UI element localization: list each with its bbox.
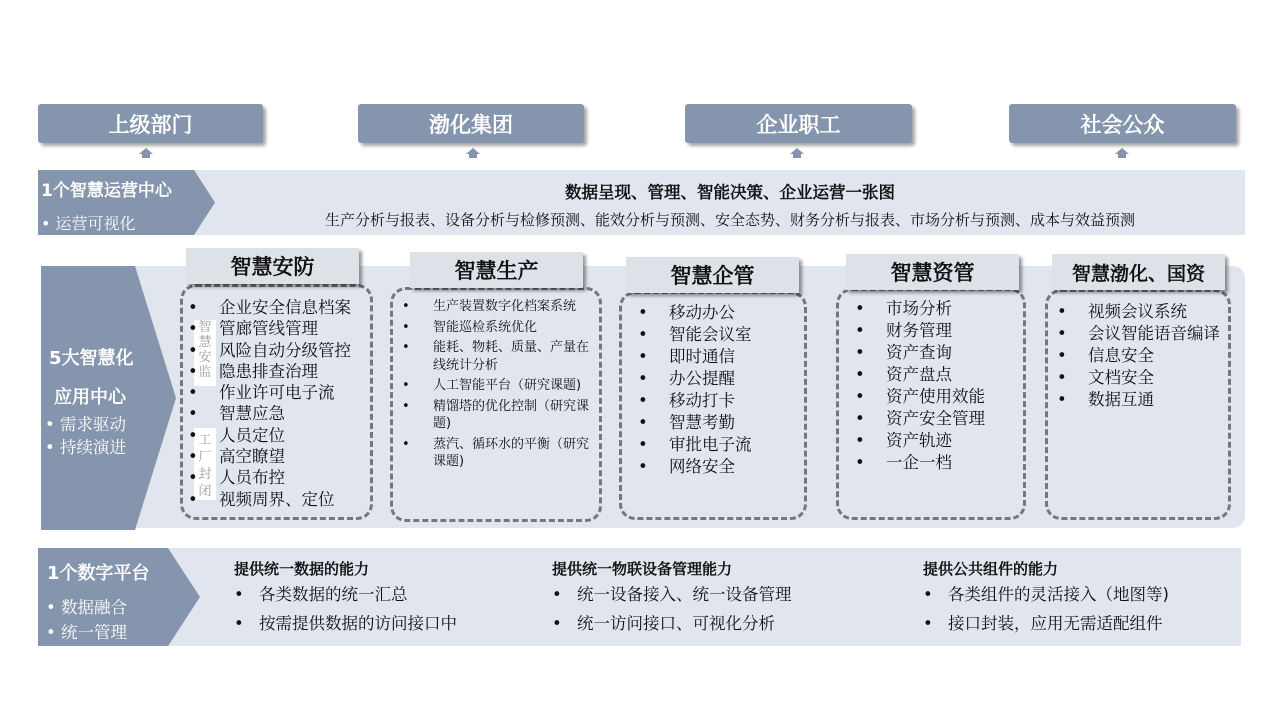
list-item: • 接口封装，应用无需适配组件 (923, 609, 1169, 638)
list-item: • 风险自动分级管控 (188, 340, 368, 361)
application-center-sub-1: • 需求驱动 (45, 415, 126, 434)
list-item: • 文档安全 (1057, 367, 1227, 389)
list-item: • 资产盘点 (855, 364, 1025, 386)
list-item: • 市场分析 (855, 298, 1025, 320)
enterprise-card-title: 智慧企管 (626, 257, 799, 293)
operations-center-subtitle: • 运营可视化 (41, 214, 136, 233)
list-item: • 企业安全信息档案 (188, 297, 368, 318)
list-item: • 资产使用效能 (855, 386, 1025, 408)
platform-heading-iot: 提供统一物联设备管理能力 (552, 560, 733, 578)
platform-heading-data: 提供统一数据的能力 (234, 560, 370, 578)
list-item: • 各类数据的统一汇总 (234, 580, 457, 609)
digital-platform-title: 1个数字平台 (47, 563, 150, 584)
assets-items (855, 298, 1025, 474)
list-item: • 隐患排查治理 (188, 361, 368, 382)
list-item: • 生产装置数字化档案系统 (402, 298, 597, 316)
list-item: • 资产轨迹 (855, 430, 1025, 452)
list-item: • 信息安全 (1057, 345, 1227, 367)
stakeholder-public: 社会公众 (1009, 104, 1236, 143)
platform-items-components (923, 580, 1169, 638)
list-item: • 人员定位 (188, 425, 368, 446)
list-item: • 资产安全管理 (855, 408, 1025, 430)
list-item: • 资产查询 (855, 342, 1025, 364)
list-item: • 统一访问接口、可视化分析 (552, 609, 792, 638)
list-item: • 移动办公 (638, 302, 803, 324)
assets-card-title: 智慧资管 (846, 254, 1019, 290)
production-items (402, 298, 597, 471)
list-item: • 高空瞭望 (188, 446, 368, 467)
application-center-title-1: 5大智慧化 (49, 348, 134, 369)
platform-items-data (234, 580, 457, 638)
list-item: • 各类组件的灵活接入（地图等) (923, 580, 1169, 609)
list-item: • 即时通信 (638, 346, 803, 368)
list-item: • 办公提醒 (638, 368, 803, 390)
security-side-label-1: 智慧安监 (198, 320, 212, 380)
list-item: • 蒸汽、循环水的平衡（研究课题) (402, 436, 597, 471)
operations-center-detail: 生产分析与报表、设备分析与检修预测、能效分析与预测、安全态势、财务分析与报表、市场分析与预测、成本与效益预测 (324, 211, 1135, 229)
digital-platform-sub-2: • 统一管理 (46, 623, 127, 642)
stakeholder-bohua-group: 渤化集团 (358, 104, 584, 143)
list-item: • 人员布控 (188, 467, 368, 488)
production-card-title: 智慧生产 (410, 252, 583, 288)
security-items (188, 297, 368, 510)
list-item: • 会议智能语音编译 (1057, 323, 1227, 345)
list-item: • 一企一档 (855, 452, 1025, 474)
stakeholder-superior-dept: 上级部门 (38, 104, 263, 143)
list-item: • 智慧应急 (188, 403, 368, 424)
operations-center-headline: 数据呈现、管理、智能决策、企业运营一张图 (565, 183, 895, 202)
list-item: • 统一设备接入、统一设备管理 (552, 580, 792, 609)
list-item: • 智慧考勤 (638, 412, 803, 434)
list-item: • 视频周界、定位 (188, 489, 368, 510)
application-center-title-2: 应用中心 (54, 387, 126, 408)
list-item: • 精馏塔的优化控制（研究课题) (402, 398, 597, 433)
platform-heading-components: 提供公共组件的能力 (923, 560, 1059, 578)
list-item: • 审批电子流 (638, 434, 803, 456)
state-items (1057, 301, 1227, 411)
list-item: • 作业许可电子流 (188, 382, 368, 403)
application-center-sub-2: • 持续演进 (45, 438, 126, 457)
list-item: • 管廊管线管理 (188, 318, 368, 339)
stakeholder-employees: 企业职工 (685, 104, 912, 143)
security-card-title: 智慧安防 (186, 248, 359, 284)
list-item: • 人工智能平台（研究课题) (402, 377, 597, 395)
state-card-title: 智慧渤化、国资 (1052, 254, 1225, 290)
security-side-label-2: 工厂封闭 (198, 433, 212, 499)
list-item: • 财务管理 (855, 320, 1025, 342)
digital-platform-sub-1: • 数据融合 (46, 598, 127, 617)
list-item: • 按需提供数据的访问接口中 (234, 609, 457, 638)
list-item: • 移动打卡 (638, 390, 803, 412)
list-item: • 视频会议系统 (1057, 301, 1227, 323)
platform-items-iot (552, 580, 792, 638)
list-item: • 智能巡检系统优化 (402, 319, 597, 337)
list-item: • 网络安全 (638, 456, 803, 478)
list-item: • 数据互通 (1057, 389, 1227, 411)
list-item: • 智能会议室 (638, 324, 803, 346)
list-item: • 能耗、物耗、质量、产量在线统计分析 (402, 339, 597, 374)
operations-center-title: 1个智慧运营中心 (41, 181, 172, 201)
enterprise-items (638, 302, 803, 478)
